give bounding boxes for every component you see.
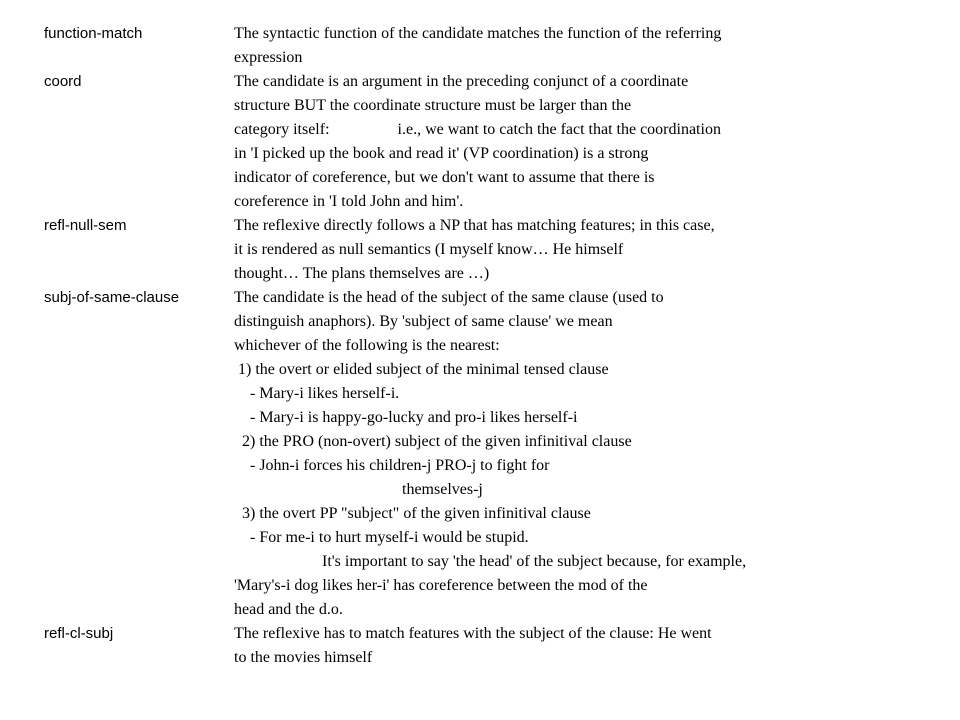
definition-text-line: category itself: i.e., we want to catch the fact that the coordination — [234, 121, 721, 138]
definition-text-line: in 'I picked up the book and read it' (VP coordination) is a strong — [234, 145, 649, 162]
definition-text-line: It's important to say 'the head' of the subject because, for example, — [234, 553, 747, 570]
definition-entry — [0, 22, 960, 70]
definition-term: refl-cl-subj — [44, 625, 114, 642]
definition-text-line: to the movies himself — [234, 649, 373, 666]
definition-text-line: whichever of the following is the nearest: — [234, 337, 500, 354]
definition-term: refl-null-sem — [44, 217, 127, 234]
definition-term: coord — [44, 73, 82, 90]
definition-text-line: indicator of coreference, but we don't want to assume that there is — [234, 169, 655, 186]
definition-text-line: it is rendered as null semantics (I myself know… He himself — [234, 241, 624, 258]
definition-term: function-match — [44, 25, 143, 42]
definition-text-line: themselves-j — [234, 481, 483, 498]
definition-text-line: - John-i forces his children-j PRO-j to fight for — [234, 457, 550, 474]
definition-text-line: structure BUT the coordinate structure must be larger than the — [234, 97, 632, 114]
definition-entry — [0, 286, 960, 622]
definition-text-line: - Mary-i likes herself-i. — [234, 385, 400, 402]
definition-term: subj-of-same-clause — [44, 289, 180, 306]
definition-text-line: 'Mary's-i dog likes her-i' has coreference between the mod of the — [234, 577, 648, 594]
definition-entry — [0, 70, 960, 214]
definition-text-line: The syntactic function of the candidate matches the function of the referring — [234, 25, 722, 42]
definition-text-line: The reflexive directly follows a NP that has matching features; in this case, — [234, 217, 715, 234]
definition-text-line: 3) the overt PP "subject" of the given infinitival clause — [234, 505, 591, 522]
definition-text-line: The candidate is the head of the subject of the same clause (used to — [234, 289, 664, 306]
definition-entry — [0, 622, 960, 670]
definition-entry — [0, 214, 960, 286]
definition-text-line: distinguish anaphors). By 'subject of same clause' we mean — [234, 313, 613, 330]
definition-text-line: The reflexive has to match features with the subject of the clause: He went — [234, 625, 712, 642]
definition-text-line: - Mary-i is happy-go-lucky and pro-i likes herself-i — [234, 409, 578, 426]
definition-text-line: head and the d.o. — [234, 601, 343, 618]
definition-text-line: coreference in 'I told John and him'. — [234, 193, 464, 210]
definition-text-line: The candidate is an argument in the preceding conjunct of a coordinate — [234, 73, 689, 90]
definition-text-line: 1) the overt or elided subject of the minimal tensed clause — [234, 361, 609, 378]
definition-text-line: thought… The plans themselves are …) — [234, 265, 490, 282]
definition-text-line: expression — [234, 49, 303, 66]
definition-text-line: 2) the PRO (non-overt) subject of the given infinitival clause — [234, 433, 632, 450]
definition-text-line: - For me-i to hurt myself-i would be stupid. — [234, 529, 529, 546]
